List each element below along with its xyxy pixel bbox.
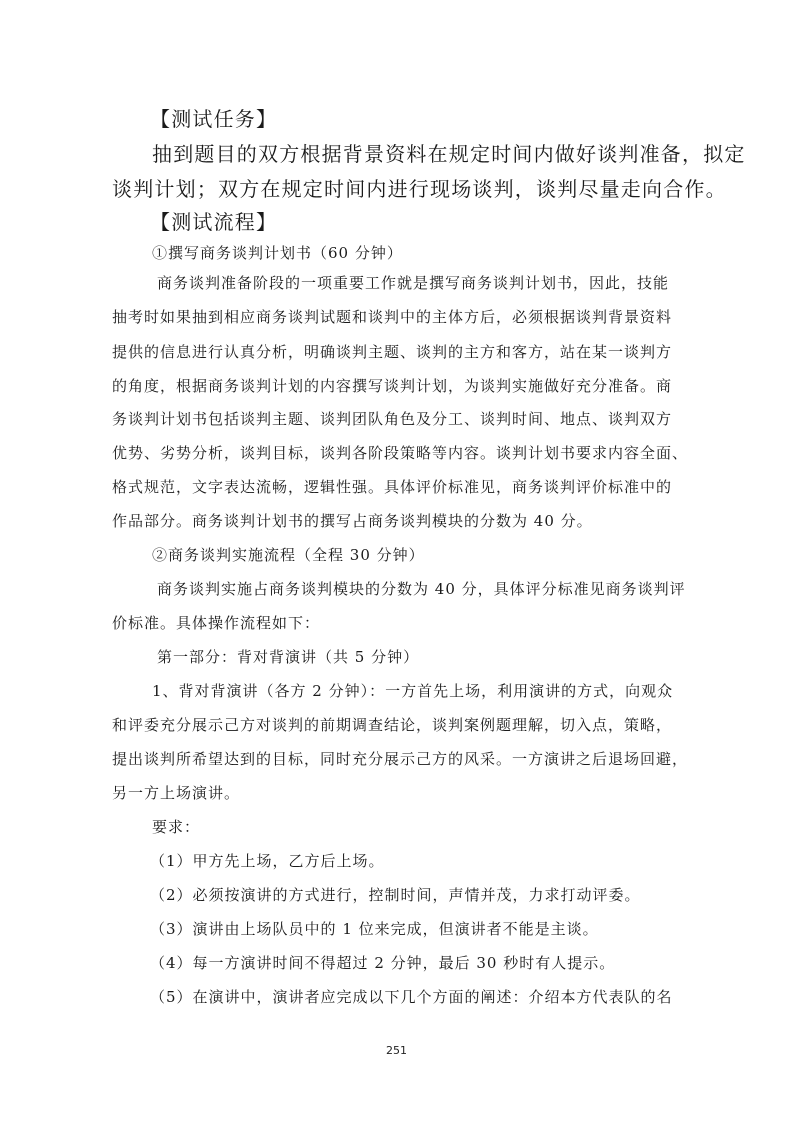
paragraph-line: 优势、劣势分析，谈判目标，谈判各阶段策略等内容。谈判计划书要求内容全面、 (112, 444, 689, 462)
paragraph-line: 谈判计划；双方在规定时间内进行现场谈判，谈判尽量走向合作。 (112, 177, 727, 201)
paragraph-line: 商务谈判准备阶段的一项重要工作就是撰写商务谈判计划书，因此，技能 (157, 274, 670, 292)
paragraph-line: 提出谈判所希望达到的目标，同时充分展示己方的风采。一方演讲之后退场回避， (112, 750, 689, 768)
list-item: （3）演讲由上场队员中的 1 位来完成，但演讲者不能是主谈。 (150, 920, 599, 938)
paragraph-line: 的角度，根据商务谈判计划的内容撰写谈判计划，为谈判实施做好充分准备。商 (112, 377, 673, 395)
paragraph-line: 价标准。具体操作流程如下： (112, 614, 321, 632)
list-item: （5）在演讲中，演讲者应完成以下几个方面的阐述：介绍本方代表队的名 (150, 988, 673, 1006)
paragraph-line: 和评委充分展示己方对谈判的前期调查结论，谈判案例题理解，切入点，策略， (112, 716, 673, 734)
paragraph-line: 商务谈判实施占商务谈判模块的分数为 40 分，具体评分标准见商务谈判评 (157, 580, 686, 598)
list-item: （1）甲方先上场，乙方后上场。 (150, 852, 385, 870)
list-item: （2）必须按演讲的方式进行，控制时间，声情并茂，力求打动评委。 (150, 886, 641, 904)
page-number: 251 (386, 1044, 407, 1057)
paragraph-line: 务谈判计划书包括谈判主题、谈判团队角色及分工、谈判时间、地点、谈判双方 (112, 410, 673, 428)
paragraph-line: 抽考时如果抽到相应商务谈判试题和谈判中的主体方后，必须根据谈判背景资料 (112, 308, 673, 326)
list-item: （4）每一方演讲时间不得超过 2 分钟，最后 30 秒时有人提示。 (150, 954, 616, 972)
paragraph-line: 第一部分：背对背演讲（共 5 分钟） (157, 648, 420, 666)
paragraph-line: 提供的信息进行认真分析，明确谈判主题、谈判的主方和客方，站在某一谈判方 (112, 343, 673, 361)
subheading-plan-writing: ①撰写商务谈判计划书（60 分钟） (152, 244, 403, 262)
subheading-negotiation-flow: ②商务谈判实施流程（全程 30 分钟） (152, 546, 425, 564)
section-heading-test-task: 【测试任务】 (150, 107, 278, 131)
paragraph-line: 另一方上场演讲。 (112, 784, 241, 802)
paragraph-line: 格式规范，文字表达流畅，逻辑性强。具体评价标准见，商务谈判评价标准中的 (112, 478, 673, 496)
paragraph-line: 作品部分。商务谈判计划书的撰写占商务谈判模块的分数为 40 分。 (112, 512, 593, 530)
section-heading-test-flow: 【测试流程】 (150, 210, 278, 234)
paragraph-line: 要求： (152, 818, 201, 836)
paragraph-line: 抽到题目的双方根据背景资料在规定时间内做好谈判准备，拟定 (152, 142, 746, 166)
paragraph-line: 1、背对背演讲（各方 2 分钟）：一方首先上场，利用演讲的方式，向观众 (152, 682, 674, 700)
